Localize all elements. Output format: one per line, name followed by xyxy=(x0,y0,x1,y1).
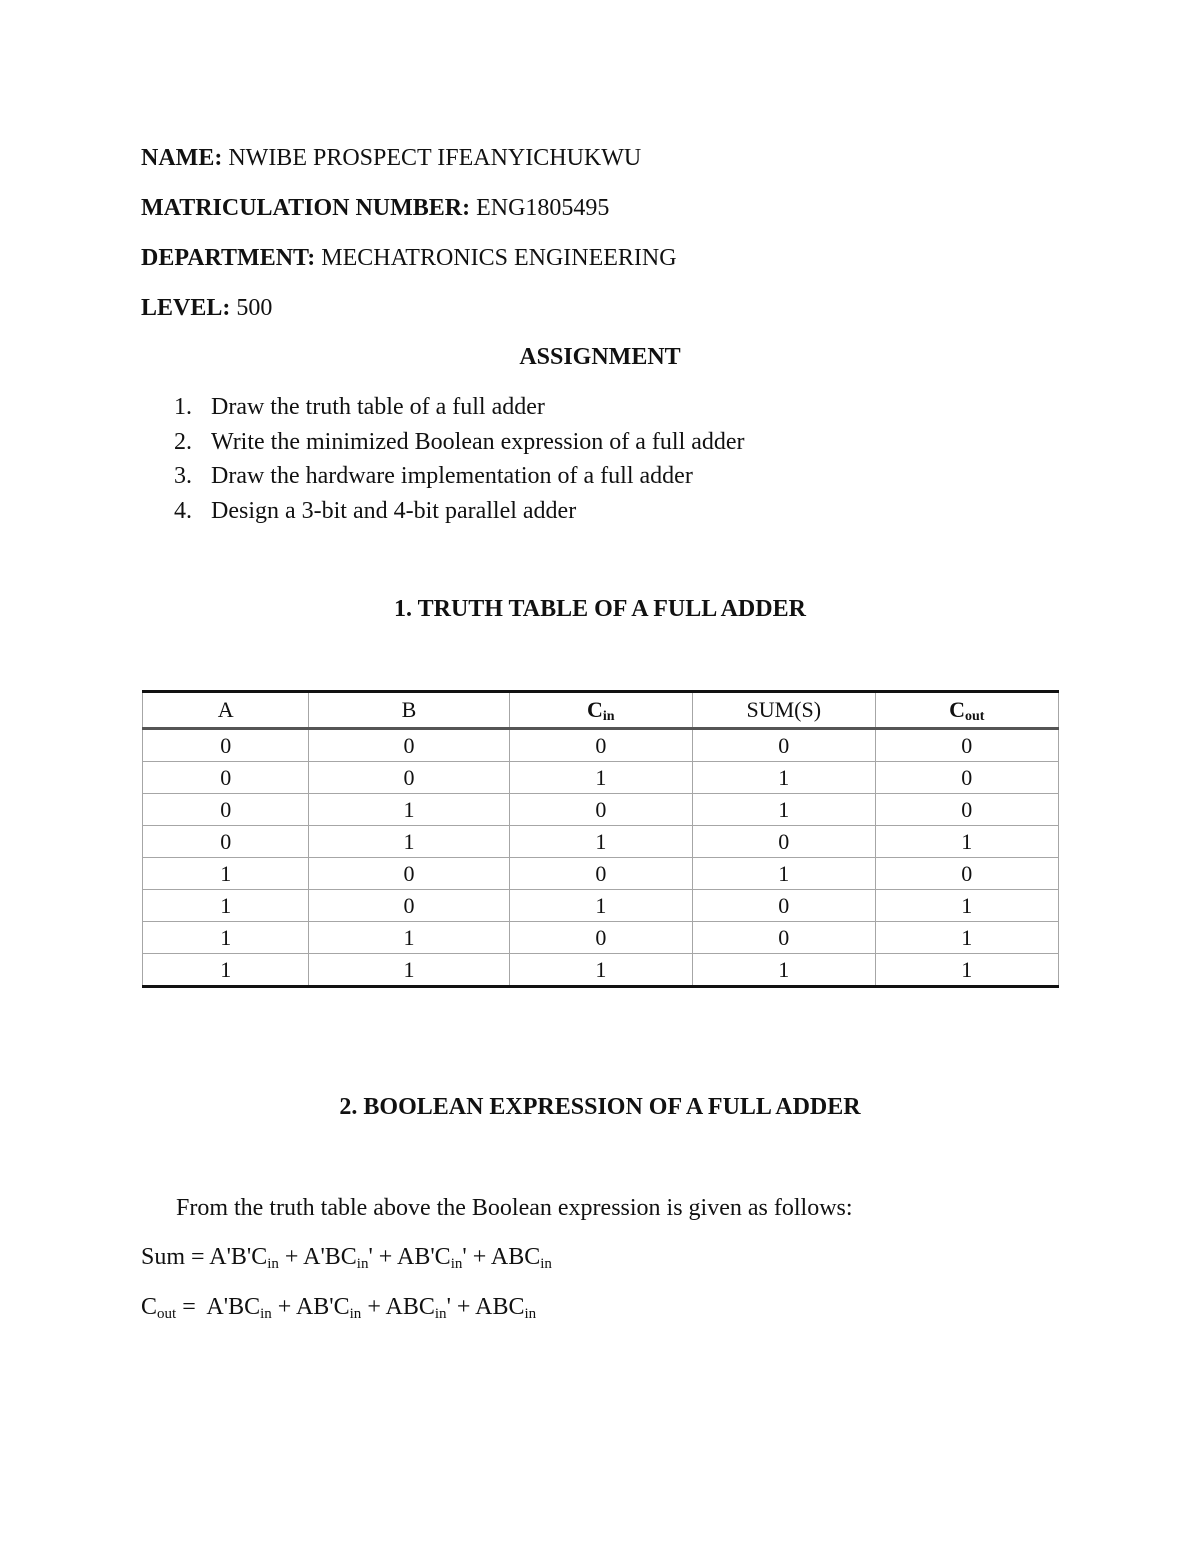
header-cout-sub: out xyxy=(965,709,985,724)
equals-sign: = xyxy=(176,1294,207,1320)
header-sum: SUM(S) xyxy=(693,692,876,729)
truth-table xyxy=(142,690,1059,988)
sum-term: A'BC xyxy=(303,1244,357,1270)
task-text: Write the minimized Boolean expression of a full adder xyxy=(211,428,745,455)
table-cell: 1 xyxy=(143,858,309,890)
sum-lhs: Sum = xyxy=(141,1244,210,1270)
plus-sign: + xyxy=(450,1294,476,1320)
table-cell: 1 xyxy=(309,922,509,954)
table-row xyxy=(143,762,1059,794)
task-text: Draw the truth table of a full adder xyxy=(211,394,545,420)
task-list xyxy=(174,392,745,531)
truth-table-body xyxy=(143,729,1059,987)
task-number: 3. xyxy=(174,463,192,490)
truth-table-heading: 1. TRUTH TABLE OF A FULL ADDER xyxy=(394,596,806,622)
student-name-line xyxy=(141,143,641,173)
department-label: DEPARTMENT: xyxy=(141,245,316,271)
header-cin-main: C xyxy=(587,697,603,722)
task-text: Design a 3-bit and 4-bit parallel adder xyxy=(211,498,577,525)
table-cell: 1 xyxy=(875,954,1058,987)
level-label: LEVEL: xyxy=(141,295,231,321)
sum-term-sub: in xyxy=(267,1256,279,1272)
level-value: 500 xyxy=(236,295,273,321)
sum-term-prime: ' xyxy=(462,1244,467,1270)
table-cell: 0 xyxy=(143,762,309,794)
table-cell: 1 xyxy=(309,794,509,826)
cout-term-prime: ' xyxy=(446,1294,451,1320)
table-cell: 1 xyxy=(143,922,309,954)
table-cell: 1 xyxy=(875,922,1058,954)
table-cell: 0 xyxy=(875,729,1058,762)
plus-sign: + xyxy=(278,1244,304,1270)
task-item xyxy=(174,427,745,462)
table-cell: 1 xyxy=(143,954,309,987)
table-cell: 0 xyxy=(509,858,692,890)
cout-expression xyxy=(141,1292,536,1322)
table-cell: 1 xyxy=(693,954,876,987)
sum-term: A'B'C xyxy=(209,1244,268,1270)
table-cell: 0 xyxy=(875,794,1058,826)
name-value: NWIBE PROSPECT IFEANYICHUKWU xyxy=(228,145,642,171)
table-cell: 1 xyxy=(509,762,692,794)
task-number: 1. xyxy=(174,394,192,420)
header-cin-sub: in xyxy=(602,709,615,724)
table-cell: 1 xyxy=(309,826,509,858)
task-item xyxy=(174,461,745,496)
table-cell: 0 xyxy=(509,794,692,826)
task-number: 2. xyxy=(174,428,192,455)
plus-sign: + xyxy=(271,1294,296,1320)
table-cell: 0 xyxy=(309,729,509,762)
cout-lhs-sub: out xyxy=(157,1306,177,1322)
cout-term-sub: in xyxy=(524,1306,537,1322)
sum-term: ABC xyxy=(490,1244,541,1270)
table-cell: 1 xyxy=(875,826,1058,858)
table-cell: 1 xyxy=(693,794,876,826)
table-cell: 0 xyxy=(693,922,876,954)
table-cell: 0 xyxy=(875,858,1058,890)
cout-term-sub: in xyxy=(434,1306,447,1322)
table-cell: 1 xyxy=(693,858,876,890)
boolean-intro-text: From the truth table above the Boolean expression is given as follows: xyxy=(176,1195,853,1221)
assignment-title: ASSIGNMENT xyxy=(519,344,681,370)
cout-lhs: C xyxy=(141,1294,158,1320)
plus-sign: + xyxy=(372,1244,398,1270)
table-cell: 0 xyxy=(509,729,692,762)
header-b: B xyxy=(309,692,509,729)
table-row xyxy=(143,890,1059,922)
table-row xyxy=(143,794,1059,826)
table-cell: 0 xyxy=(143,729,309,762)
table-cell: 1 xyxy=(693,762,876,794)
table-cell: 1 xyxy=(509,826,692,858)
table-cell: 0 xyxy=(309,890,509,922)
task-item xyxy=(174,496,745,531)
cout-term: A'BC xyxy=(206,1294,261,1320)
table-cell: 1 xyxy=(509,954,692,987)
boolean-expression-heading: 2. BOOLEAN EXPRESSION OF A FULL ADDER xyxy=(339,1094,861,1120)
table-cell: 0 xyxy=(693,890,876,922)
table-cell: 0 xyxy=(509,922,692,954)
table-cell: 1 xyxy=(309,954,509,987)
cout-term-sub: in xyxy=(260,1306,272,1322)
department-value: MECHATRONICS ENGINEERING xyxy=(321,245,677,271)
sum-expression xyxy=(141,1242,552,1272)
department-line xyxy=(141,243,677,273)
table-row xyxy=(143,826,1059,858)
cout-term: AB'C xyxy=(295,1294,350,1320)
task-text: Draw the hardware implementation of a full adder xyxy=(211,463,693,490)
header-a: A xyxy=(143,692,309,729)
table-cell: 1 xyxy=(875,890,1058,922)
sum-term: AB'C xyxy=(397,1244,451,1270)
table-header-row xyxy=(143,692,1059,729)
name-label: NAME: xyxy=(141,145,223,171)
sum-term-sub: in xyxy=(450,1256,463,1272)
table-cell: 0 xyxy=(309,858,509,890)
matric-label: MATRICULATION NUMBER: xyxy=(141,195,471,221)
table-cell: 0 xyxy=(309,762,509,794)
sum-term-sub: in xyxy=(356,1256,369,1272)
cout-term-sub: in xyxy=(349,1306,362,1322)
task-item xyxy=(174,392,745,427)
table-row xyxy=(143,954,1059,987)
table-cell: 0 xyxy=(693,826,876,858)
table-cell: 1 xyxy=(509,890,692,922)
cout-term: ABC xyxy=(475,1294,525,1320)
header-cout-main: C xyxy=(949,697,965,722)
table-cell: 0 xyxy=(143,794,309,826)
plus-sign: + xyxy=(361,1294,386,1320)
matric-number-line xyxy=(141,193,609,223)
header-cout xyxy=(875,692,1058,729)
cout-term: ABC xyxy=(385,1294,435,1320)
table-row xyxy=(143,729,1059,762)
sum-term-sub: in xyxy=(540,1256,552,1272)
table-row xyxy=(143,922,1059,954)
table-cell: 0 xyxy=(875,762,1058,794)
task-number: 4. xyxy=(174,498,192,525)
plus-sign: + xyxy=(466,1244,491,1270)
matric-value: ENG1805495 xyxy=(476,195,610,221)
header-cin xyxy=(509,692,692,729)
table-row xyxy=(143,858,1059,890)
table-cell: 1 xyxy=(143,890,309,922)
table-cell: 0 xyxy=(143,826,309,858)
level-line xyxy=(141,293,272,323)
table-cell: 0 xyxy=(693,729,876,762)
sum-term-prime: ' xyxy=(368,1244,373,1270)
